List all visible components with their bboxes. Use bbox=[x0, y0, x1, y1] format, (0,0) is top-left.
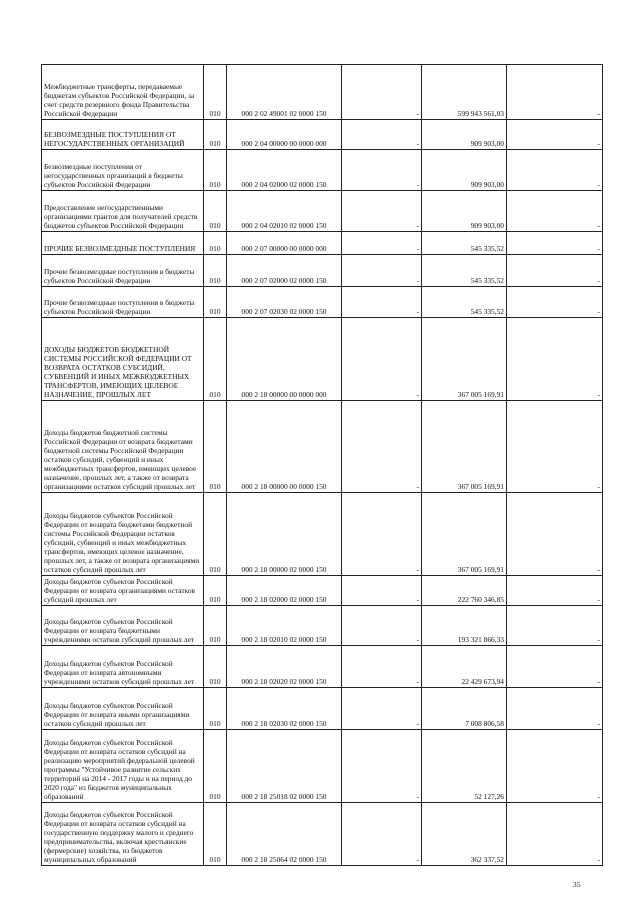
table-row bbox=[42, 120, 603, 150]
row-executed: 545 335,52 bbox=[422, 232, 507, 255]
row-line-code: 010 bbox=[204, 401, 227, 493]
row-line-code: 010 bbox=[204, 318, 227, 401]
table-row bbox=[42, 803, 603, 866]
row-line-code: 010 bbox=[204, 730, 227, 803]
row-line-code: 010 bbox=[204, 646, 227, 688]
row-approved: - bbox=[342, 401, 422, 493]
row-executed: 909 903,00 bbox=[422, 191, 507, 232]
table-row bbox=[42, 232, 603, 255]
row-income-code: 000 2 02 49001 02 0000 150 bbox=[227, 65, 342, 120]
row-name: Доходы бюджетов субъектов Российской Федерации от возврата бюджетами бюджетной системы Российской Федерации остатков субсидий, субвенций и иных межбюджетных трансфертов, имеющих целевое назначение, прошлых лет, а также от возврата организациями остатков субсидий прошлых лет bbox=[42, 493, 204, 576]
row-unexecuted: - bbox=[507, 65, 603, 120]
row-income-code: 000 2 04 02010 02 0000 150 bbox=[227, 191, 342, 232]
row-approved: - bbox=[342, 232, 422, 255]
row-line-code: 010 bbox=[204, 493, 227, 576]
row-line-code: 010 bbox=[204, 120, 227, 150]
row-name: Прочие безвозмездные поступления в бюджеты субъектов Российской Федерации bbox=[42, 255, 204, 287]
table-row bbox=[42, 150, 603, 191]
row-approved: - bbox=[342, 255, 422, 287]
row-line-code: 010 bbox=[204, 803, 227, 866]
row-line-code: 010 bbox=[204, 65, 227, 120]
table-row bbox=[42, 401, 603, 493]
table-row bbox=[42, 730, 603, 803]
row-approved: - bbox=[342, 688, 422, 730]
row-executed: 909 903,00 bbox=[422, 120, 507, 150]
row-executed: 367 005 169,91 bbox=[422, 493, 507, 576]
row-income-code: 000 2 04 00000 00 0000 000 bbox=[227, 120, 342, 150]
row-income-code: 000 2 18 02030 02 0000 150 bbox=[227, 688, 342, 730]
table-row bbox=[42, 576, 603, 606]
row-name: Доходы бюджетов субъектов Российской Федерации от возврата остатков субсидий на реализацию мероприятий федеральной целевой программы "Устойчивое развитие сельских территорий на 2014 - 2017 годы и на период до 2020 года" из бюджетов муниципальных образований bbox=[42, 730, 204, 803]
row-executed: 222 760 346,85 bbox=[422, 576, 507, 606]
row-line-code: 010 bbox=[204, 191, 227, 232]
row-income-code: 000 2 18 00000 00 0000 000 bbox=[227, 318, 342, 401]
row-income-code: 000 2 04 02000 02 0000 150 bbox=[227, 150, 342, 191]
row-approved: - bbox=[342, 191, 422, 232]
row-unexecuted: - bbox=[507, 803, 603, 866]
row-unexecuted: - bbox=[507, 232, 603, 255]
row-approved: - bbox=[342, 493, 422, 576]
row-approved: - bbox=[342, 120, 422, 150]
row-executed: 7 008 806,58 bbox=[422, 688, 507, 730]
row-approved: - bbox=[342, 65, 422, 120]
row-income-code: 000 2 07 02030 02 0000 150 bbox=[227, 287, 342, 318]
row-unexecuted: - bbox=[507, 606, 603, 646]
page-number: 35 bbox=[573, 880, 581, 889]
row-approved: - bbox=[342, 803, 422, 866]
row-executed: 367 005 169,91 bbox=[422, 318, 507, 401]
row-name: Доходы бюджетов субъектов Российской Федерации от возврата остатков субсидий на государственную поддержку малого и среднего предпринимательства, включая крестьянские (фермерские) хозяйства, из бюджетов муниципальных образований bbox=[42, 803, 204, 866]
row-approved: - bbox=[342, 646, 422, 688]
row-name: Доходы бюджетов субъектов Российской Федерации от возврата автономными учреждениями остатков субсидий прошлых лет bbox=[42, 646, 204, 688]
row-income-code: 000 2 18 25064 02 0000 150 bbox=[227, 803, 342, 866]
row-executed: 545 335,52 bbox=[422, 255, 507, 287]
row-approved: - bbox=[342, 150, 422, 191]
table-row bbox=[42, 65, 603, 120]
table-row bbox=[42, 688, 603, 730]
row-line-code: 010 bbox=[204, 606, 227, 646]
row-name: Безвозмездные поступления от негосударственных организаций в бюджеты субъектов Российской Федерации bbox=[42, 150, 204, 191]
row-name: БЕЗВОЗМЕЗДНЫЕ ПОСТУПЛЕНИЯ ОТ НЕГОСУДАРСТВЕННЫХ ОРГАНИЗАЦИЙ bbox=[42, 120, 204, 150]
row-income-code: 000 2 18 02010 02 0000 150 bbox=[227, 606, 342, 646]
row-income-code: 000 2 07 02000 02 0000 150 bbox=[227, 255, 342, 287]
row-unexecuted: - bbox=[507, 688, 603, 730]
table-row bbox=[42, 606, 603, 646]
row-approved: - bbox=[342, 287, 422, 318]
row-executed: 22 429 673,94 bbox=[422, 646, 507, 688]
row-name: Предоставление негосударственными организациями грантов для получателей средств бюджетов субъектов Российской Федерации bbox=[42, 191, 204, 232]
row-approved: - bbox=[342, 318, 422, 401]
row-executed: 909 903,00 bbox=[422, 150, 507, 191]
row-executed: 545 335,52 bbox=[422, 287, 507, 318]
row-line-code: 010 bbox=[204, 255, 227, 287]
row-income-code: 000 2 18 02020 02 0000 150 bbox=[227, 646, 342, 688]
row-name: Доходы бюджетов субъектов Российской Федерации от возврата организациями остатков субсидий прошлых лет bbox=[42, 576, 204, 606]
table-row bbox=[42, 318, 603, 401]
row-unexecuted: - bbox=[507, 191, 603, 232]
row-name: ДОХОДЫ БЮДЖЕТОВ БЮДЖЕТНОЙ СИСТЕМЫ РОССИЙСКОЙ ФЕДЕРАЦИИ ОТ ВОЗВРАТА ОСТАТКОВ СУБСИДИЙ, СУБВЕНЦИЙ И ИНЫХ МЕЖБЮДЖЕТНЫХ ТРАНСФЕРТОВ, ИМЕЮЩИХ ЦЕЛЕВОЕ НАЗНАЧЕНИЕ, ПРОШЛЫХ ЛЕТ bbox=[42, 318, 204, 401]
row-executed: 367 005 169,91 bbox=[422, 401, 507, 493]
row-unexecuted: - bbox=[507, 576, 603, 606]
row-name: ПРОЧИЕ БЕЗВОЗМЕЗДНЫЕ ПОСТУПЛЕНИЯ bbox=[42, 232, 204, 255]
row-income-code: 000 2 18 00000 02 0000 150 bbox=[227, 493, 342, 576]
row-unexecuted: - bbox=[507, 493, 603, 576]
row-unexecuted: - bbox=[507, 150, 603, 191]
row-income-code: 000 2 07 00000 00 0000 000 bbox=[227, 232, 342, 255]
row-executed: 193 321 866,33 bbox=[422, 606, 507, 646]
table-row bbox=[42, 646, 603, 688]
row-income-code: 000 2 18 00000 00 0000 150 bbox=[227, 401, 342, 493]
table-row bbox=[42, 191, 603, 232]
row-name: Доходы бюджетов субъектов Российской Федерации от возврата бюджетными учреждениями остатков субсидий прошлых лет bbox=[42, 606, 204, 646]
row-income-code: 000 2 18 02000 02 0000 150 bbox=[227, 576, 342, 606]
table-row bbox=[42, 255, 603, 287]
row-unexecuted: - bbox=[507, 730, 603, 803]
row-approved: - bbox=[342, 576, 422, 606]
row-line-code: 010 bbox=[204, 232, 227, 255]
row-name: Доходы бюджетов бюджетной системы Российской Федерации от возврата бюджетами бюджетной системы Российской Федерации остатков субсидий, субвенций и иных межбюджетных трансфертов, имеющих целевое назначение, прошлых лет, а также от возврата организациями остатков субсидий прошлых лет bbox=[42, 401, 204, 493]
row-unexecuted: - bbox=[507, 318, 603, 401]
row-unexecuted: - bbox=[507, 287, 603, 318]
row-line-code: 010 bbox=[204, 150, 227, 191]
row-executed: 599 943 561,03 bbox=[422, 65, 507, 120]
row-name: Прочие безвозмездные поступления в бюджеты субъектов Российской Федерации bbox=[42, 287, 204, 318]
budget-report-table bbox=[41, 64, 603, 866]
row-approved: - bbox=[342, 606, 422, 646]
row-name: Доходы бюджетов субъектов Российской Федерации от возврата иными организациями остатков субсидий прошлых лет bbox=[42, 688, 204, 730]
row-unexecuted: - bbox=[507, 646, 603, 688]
row-line-code: 010 bbox=[204, 688, 227, 730]
row-income-code: 000 2 18 25018 02 0000 150 bbox=[227, 730, 342, 803]
row-line-code: 010 bbox=[204, 576, 227, 606]
row-unexecuted: - bbox=[507, 255, 603, 287]
table-row bbox=[42, 287, 603, 318]
row-name: Межбюджетные трансферты, передаваемые бюджетам субъектов Российской Федерации, за счет средств резервного фонда Правительства Российской Федерации bbox=[42, 65, 204, 120]
row-executed: 362 337,52 bbox=[422, 803, 507, 866]
row-unexecuted: - bbox=[507, 401, 603, 493]
table-row bbox=[42, 493, 603, 576]
row-approved: - bbox=[342, 730, 422, 803]
row-unexecuted: - bbox=[507, 120, 603, 150]
row-line-code: 010 bbox=[204, 287, 227, 318]
row-executed: 52 127,26 bbox=[422, 730, 507, 803]
